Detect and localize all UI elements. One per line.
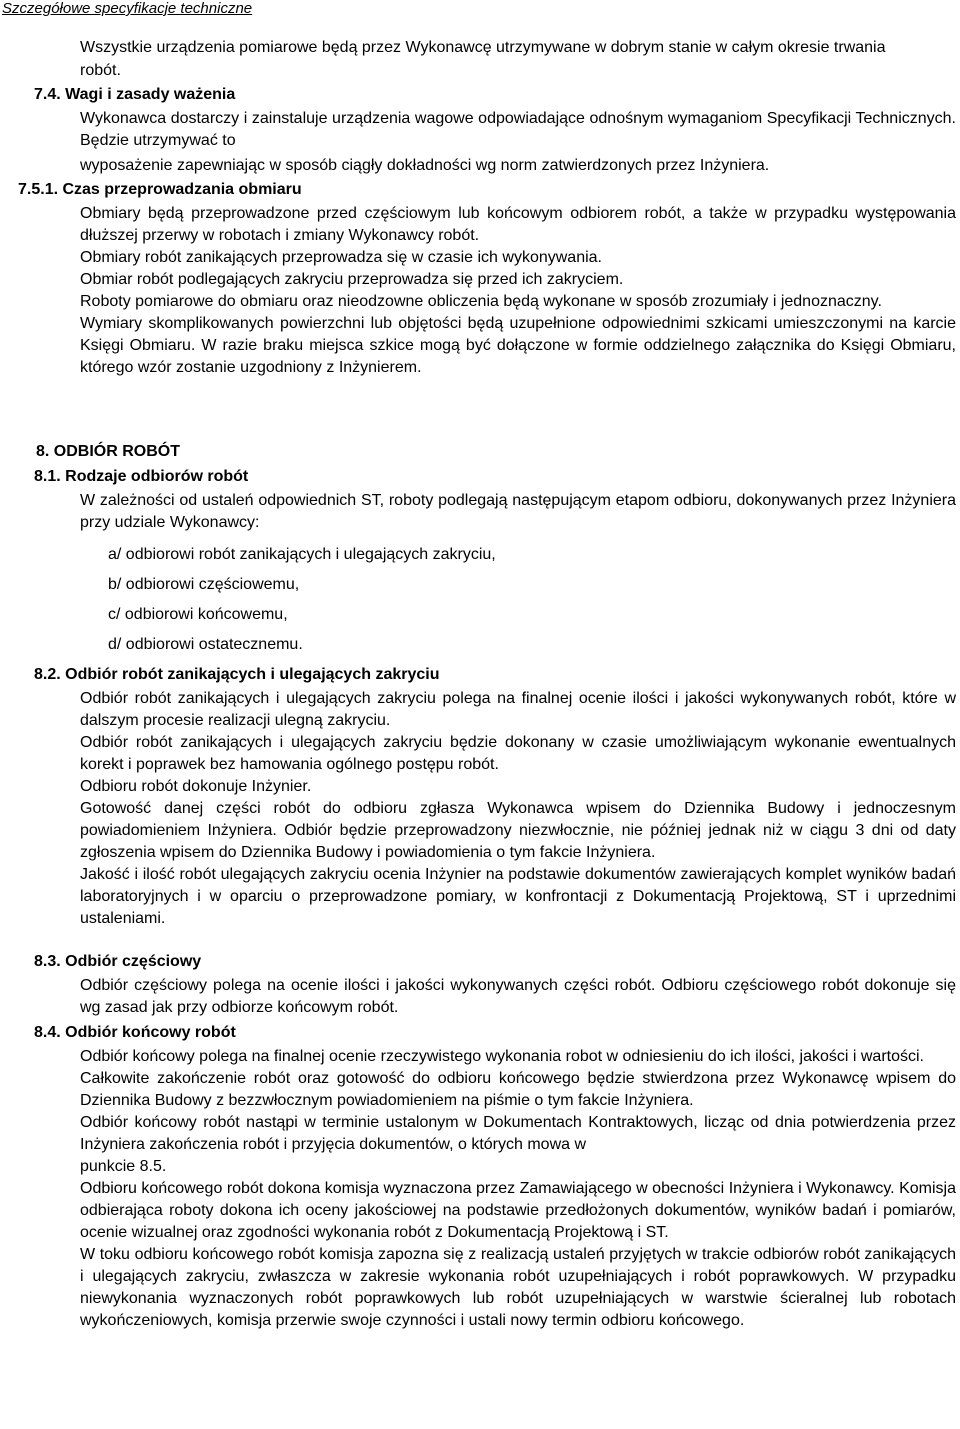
list-item: b/ odbiorowi częściowemu, — [108, 576, 300, 593]
intro-line-1: Wszystkie urządzenia pomiarowe będą przez Wykonawcę utrzymywane w dobrym stanie w całym okresie trwania — [80, 39, 886, 56]
running-header[interactable]: Szczegółowe specyfikacje techniczne — [2, 0, 253, 17]
section-8-2-heading: 8.2. Odbiór robót zanikających i ulegających zakryciu — [34, 666, 440, 683]
section-8-4-heading: 8.4. Odbiór końcowy robót — [34, 1024, 236, 1041]
section-8-3-paragraph-1: Odbiór częściowy polega na ocenie ilości i jakości wykonywanych części robót. Odbioru częściowego robót dokonuje się wg zasad jak przy odbiorze końcowym robót. — [80, 977, 956, 1016]
list-item: c/ odbiorowi końcowemu, — [108, 606, 288, 623]
section-8-2-paragraph-4: Gotowość danej części robót do odbioru zgłasza Wykonawca wpisem do Dziennika Budowy i jednoczesnym powiadomieniem Inżyniera. Odbiór będzie przeprowadzony niezwłocznie, nie później jednak niż w ciągu 3 dni od daty zgłoszenia wpisem do Dziennika Budowy i powiadomienia o tym fakcie Inżyniera. — [80, 800, 956, 861]
section-8-4-paragraph-4: Odbioru końcowego robót dokona komisja wyznaczona przez Zamawiającego w obecności Inżyniera i Wykonawcy. Komisja odbierająca roboty dokona ich oceny jakościowej na podstawie przedłożonych dokumentów, wyników badań i pomiarów, ocenie wizualnej oraz zgodności wykonania robót z Dokumentacją Projektową i ST. — [80, 1180, 956, 1241]
section-8-4-paragraph-5: W toku odbioru końcowego robót komisja zapozna się z realizacją ustaleń przyjętych w trakcie odbiorów robót zanikających i ulegających zakryciu, zwłaszcza w zakresie wykonania robót uzupełniających i robót poprawkowych. W przypadku niewykonania wyznaczonych robót poprawkowych lub robót uzupełniających w warstwie ścieralnej lub robotach wykończeniowych, komisja przerwie swoje czynności i ustali nowy termin odbioru końcowego. — [80, 1246, 956, 1329]
section-8-1-paragraph-1: W zależności od ustaleń odpowiednich ST, roboty podlegają następującym etapom odbioru, dokonywanych przez Inżyniera przy udziale Wykonawcy: — [80, 492, 956, 531]
section-8-4-paragraph-2: Całkowite zakończenie robót oraz gotowość do odbioru końcowego będzie stwierdzona przez Wykonawcę wpisem do Dziennika Budowy z bezzwłocznym powiadomieniem na piśmie o tym fakcie Inżyniera. — [80, 1070, 956, 1109]
section-7-4-paragraph-2: wyposażenie zapewniając w sposób ciągły dokładności wg norm zatwierdzonych przez Inżyniera. — [80, 157, 770, 174]
section-8-2-paragraph-1: Odbiór robót zanikających i ulegających zakryciu polega na finalnej ocenie ilości i jakości wykonywanych robót, które w dalszym procesie realizacji ulegną zakryciu. — [80, 690, 956, 729]
section-7-5-1-paragraph-5: Wymiary skomplikowanych powierzchni lub objętości będą uzupełnione odpowiednimi szkicami umieszczonymi na karcie Księgi Obmiaru. W razie braku miejsca szkice mogą być dołączone w formie oddzielnego załącznika do Księgi Obmiaru, którego wzór zostanie uzgodniony z Inżynierem. — [80, 315, 956, 376]
section-7-5-1-paragraph-3: Obmiar robót podlegających zakryciu przeprowadza się przed ich zakryciem. — [80, 271, 624, 288]
section-8-heading: 8. ODBIÓR ROBÓT — [36, 443, 181, 460]
section-8-4-paragraph-3-continued: punkcie 8.5. — [80, 1158, 167, 1175]
section-8-1-heading: 8.1. Rodzaje odbiorów robót — [34, 468, 249, 485]
intro-line-2: robót. — [80, 62, 121, 79]
section-8-4-paragraph-1: Odbiór końcowy polega na finalnej ocenie rzeczywistego wykonania robot w odniesieniu do ich ilości, jakości i wartości. — [80, 1048, 924, 1065]
section-7-5-1-body — [80, 203, 956, 379]
list-item: d/ odbiorowi ostatecznemu. — [108, 636, 303, 653]
section-8-2-paragraph-5: Jakość i ilość robót ulegających zakryciu ocenia Inżynier na podstawie dokumentów zawierających komplet wyników badań laboratoryjnych i w oparciu o przeprowadzone pomiary, w konfrontacji z Dokumentacją Projektową, ST i uprzednimi ustaleniami. — [80, 866, 956, 927]
section-7-4-heading: 7.4. Wagi i zasady ważenia — [34, 86, 236, 103]
section-7-5-1-paragraph-4: Roboty pomiarowe do obmiaru oraz nieodzowne obliczenia będą wykonane w sposób zrozumiały i jednoznaczny. — [80, 293, 882, 310]
section-8-2-paragraph-2: Odbiór robót zanikających i ulegających zakryciu będzie dokonany w czasie umożliwiającym wykonanie ewentualnych korekt i poprawek bez hamowania ogólnego postępu robót. — [80, 734, 956, 773]
section-7-5-1-paragraph-2: Obmiary robót zanikających przeprowadza się w czasie ich wykonywania. — [80, 249, 602, 266]
section-8-2-body — [80, 688, 956, 930]
list-item: a/ odbiorowi robót zanikających i ulegających zakryciu, — [108, 546, 496, 563]
section-8-3-heading: 8.3. Odbiór częściowy — [34, 953, 202, 970]
section-7-5-1-heading: 7.5.1. Czas przeprowadzania obmiaru — [18, 181, 302, 198]
section-8-4-paragraph-3: Odbiór końcowy robót nastąpi w terminie ustalonym w Dokumentach Kontraktowych, licząc od dnia potwierdzenia przez Inżyniera zakończenia robót i przyjęcia dokumentów, o których mowa w — [80, 1114, 956, 1153]
section-8-1-list — [108, 544, 496, 664]
section-8-2-paragraph-3: Odbioru robót dokonuje Inżynier. — [80, 778, 312, 795]
section-7-4-paragraph-1: Wykonawca dostarczy i zainstaluje urządzenia wagowe odpowiadające odnośnym wymaganiom Specyfikacji Technicznych. Będzie utrzymywać to — [80, 110, 956, 149]
section-8-4-body — [80, 1046, 956, 1332]
section-7-5-1-paragraph-1: Obmiary będą przeprowadzone przed częściowym lub końcowym odbiorem robót, a także w przypadku występowania dłuższej przerwy w robotach i zmiany Wykonawcy robót. — [80, 205, 956, 244]
